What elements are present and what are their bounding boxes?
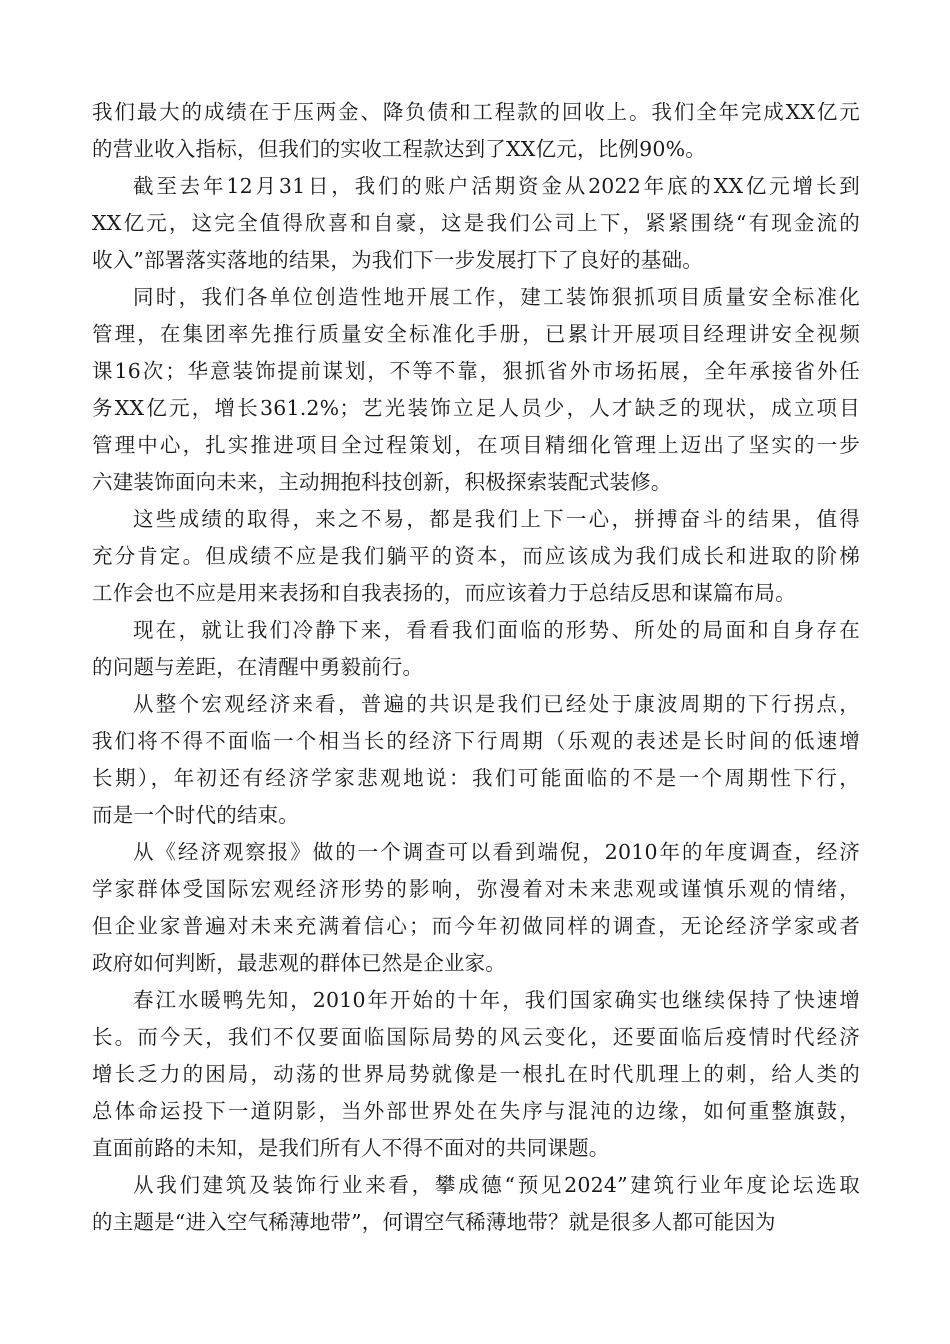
text-line: 而是一个时代的结束。	[92, 803, 299, 827]
text-line: 但企业家普遍对未来充满着信心；而今年初做同样的调查，无论经济学家或者	[92, 914, 860, 938]
text-line: 的问题与差距，在清醒中勇毅前行。	[92, 655, 424, 679]
text-line: 收入”部署落实落地的结果，为我们下一步发展打下了良好的基础。	[92, 248, 703, 272]
paragraph	[92, 501, 860, 612]
paragraph	[92, 1167, 860, 1241]
text-line: 从整个宏观经济来看，普遍的共识是我们已经处于康波周期的下行拐点，	[133, 692, 860, 716]
text-line: 我们将不得不面临一个相当长的经济下行周期（乐观的表述是长时间的低速增	[92, 729, 860, 753]
text-line: 长期），年初还有经济学家悲观地说：我们可能面临的不是一个周期性下行，	[92, 766, 860, 790]
paragraph	[92, 834, 860, 982]
paragraph	[92, 168, 860, 279]
text-line: 春江水暖鸭先知，2010年开始的十年，我们国家确实也继续保持了快速增	[133, 988, 860, 1012]
paragraph	[92, 686, 860, 834]
text-line: 增长乏力的困局，动荡的世界局势就像是一根扎在时代肌理上的刺，给人类的	[92, 1062, 860, 1086]
text-line: 从我们建筑及装饰行业来看，攀成德“预见2024”建筑行业年度论坛选取	[133, 1173, 860, 1197]
text-line: 管理中心，扎实推进项目全过程策划，在项目精细化管理上迈出了坚实的一步	[92, 433, 860, 457]
text-line: 工作会也不应是用来表扬和自我表扬的，而应该着力于总结反思和谋篇布局。	[92, 581, 796, 605]
text-line: 的营业收入指标，但我们的实收工程款达到了XX亿元，比例90%。	[92, 137, 706, 161]
text-line: 这些成绩的取得，来之不易，都是我们上下一心，拼搏奋斗的结果，值得	[133, 507, 860, 531]
text-line: 截至去年12月31日，我们的账户活期资金从2022年底的XX亿元增长到	[133, 174, 860, 198]
text-line: 学家群体受国际宏观经济形势的影响，弥漫着对未来悲观或谨慎乐观的情绪，	[92, 877, 860, 901]
text-line: 现在，就让我们冷静下来，看看我们面临的形势、所处的局面和自身存在	[133, 618, 860, 642]
text-line: 六建装饰面向未来，主动拥抱科技创新，积极探索装配式装修。	[92, 470, 672, 494]
paragraph	[92, 612, 860, 686]
text-line: 总体命运投下一道阴影，当外部世界处在失序与混沌的边缘，如何重整旗鼓，	[92, 1099, 860, 1123]
text-line: 管理，在集团率先推行质量安全标准化手册，已累计开展项目经理讲安全视频	[92, 322, 860, 346]
text-line: 长。而今天，我们不仅要面临国际局势的风云变化，还要面临后疫情时代经济	[92, 1025, 860, 1049]
paragraph	[92, 94, 860, 168]
text-line: 我们最大的成绩在于压两金、降负债和工程款的回收上。我们全年完成XX亿元	[92, 100, 860, 124]
text-line: 同时，我们各单位创造性地开展工作，建工装饰狠抓项目质量安全标准化	[133, 285, 860, 309]
text-line: 直面前路的未知，是我们所有人不得不面对的共同课题。	[92, 1136, 610, 1160]
paragraph	[92, 279, 860, 501]
document-page	[92, 94, 860, 1241]
text-line: 务XX亿元，增长361.2%；艺光装饰立足人员少，人才缺乏的现状，成立项目	[92, 396, 860, 420]
text-line: 政府如何判断，最悲观的群体已然是企业家。	[92, 951, 506, 975]
text-line: 课16次；华意装饰提前谋划，不等不靠，狠抓省外市场拓展，全年承接省外任	[92, 359, 860, 383]
text-line: 充分肯定。但成绩不应是我们躺平的资本，而应该成为我们成长和进取的阶梯	[92, 544, 860, 568]
text-line: XX亿元，这完全值得欣喜和自豪，这是我们公司上下，紧紧围绕“有现金流的	[92, 211, 860, 235]
text-line: 的主题是“进入空气稀薄地带”，何谓空气稀薄地带？就是很多人都可能因为	[92, 1210, 776, 1234]
document-body	[92, 94, 860, 1241]
text-line: 从《经济观察报》做的一个调查可以看到端倪，2010年的年度调查，经济	[133, 840, 860, 864]
paragraph	[92, 982, 860, 1167]
